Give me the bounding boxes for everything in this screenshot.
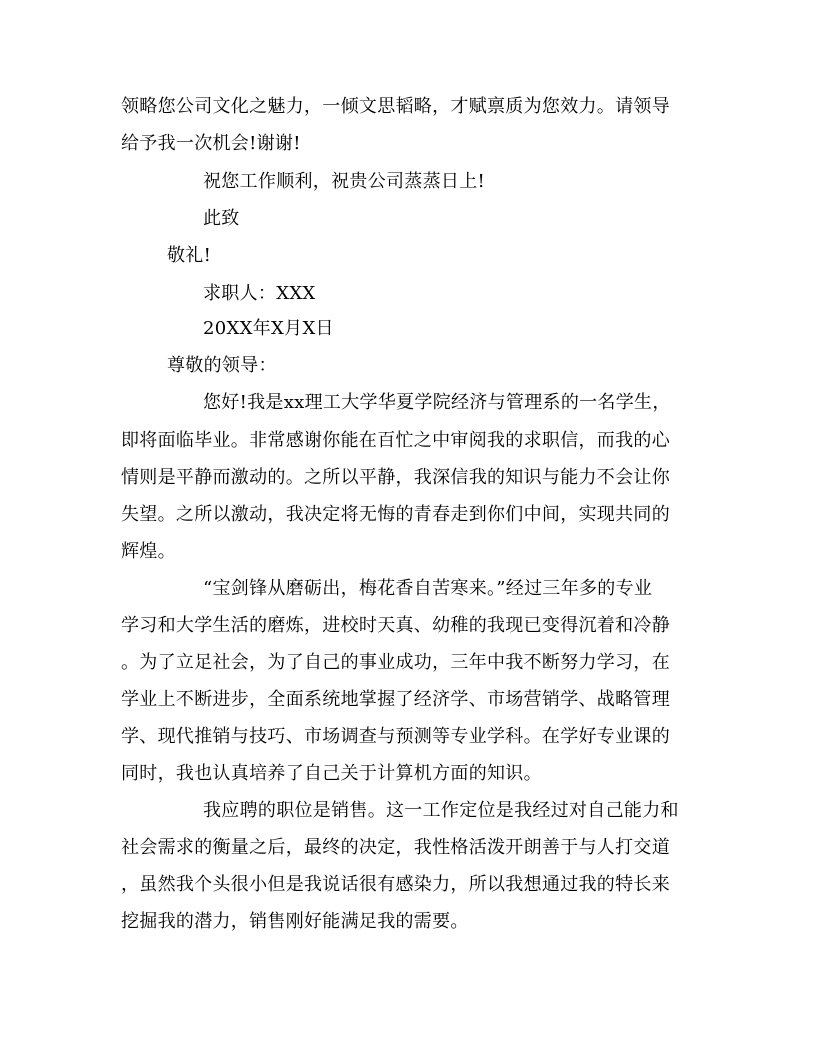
text-line: 学、现代推销与技巧、市场调查与预测等专业学科。在学好专业课的 <box>121 726 670 747</box>
applicant-signature: 求职人：XXX <box>203 283 316 304</box>
text-line: “宝剑锋从磨砺出，梅花香自苦寒来。”经过三年多的专业 <box>203 578 653 599</box>
text-line: 给予我一次机会!谢谢! <box>121 133 301 154</box>
text-line: 情则是平静而激动的。之所以平静，我深信我的知识与能力不会让你 <box>121 467 670 488</box>
closing-wish: 祝您工作顺利，祝贵公司蒸蒸日上! <box>203 171 486 192</box>
text-line: 社会需求的衡量之后，最终的决定，我性格活泼开朗善于与人打交道 <box>121 837 670 858</box>
greeting: 尊敬的领导： <box>167 355 277 376</box>
text-line: 我应聘的职位是销售。这一工作定位是我经过对自己能力和 <box>203 800 679 821</box>
text-line: 辉煌。 <box>121 541 176 562</box>
text-line: ，虽然我个头很小但是我说话很有感染力，所以我想通过我的特长来 <box>121 874 670 895</box>
text-line: 您好!我是xx理工大学华夏学院经济与管理系的一名学生， <box>203 392 671 413</box>
text-line: 同时，我也认真培养了自己关于计算机方面的知识。 <box>121 763 542 784</box>
text-line: 失望。之所以激动，我决定将无悔的青春走到你们中间，实现共同的 <box>121 504 670 525</box>
closing-phrase: 此致 <box>203 208 240 229</box>
text-line: 。为了立足社会，为了自己的事业成功，三年中我不断努力学习，在 <box>121 652 670 673</box>
text-line: 即将面临毕业。非常感谢你能在百忙之中审阅我的求职信，而我的心 <box>121 430 670 451</box>
text-line: 挖掘我的潜力，销售刚好能满足我的需要。 <box>121 911 469 932</box>
letter-date: 20XX年X月X日 <box>203 318 334 339</box>
salutation-close: 敬礼! <box>167 245 212 266</box>
text-line: 领略您公司文化之魅力，一倾文思韬略，才赋禀质为您效力。请领导 <box>121 96 670 117</box>
text-line: 学业上不断进步，全面系统地掌握了经济学、市场营销学、战略管理 <box>121 689 670 710</box>
text-line: 学习和大学生活的磨炼，进校时天真、幼稚的我现已变得沉着和冷静 <box>121 615 670 636</box>
